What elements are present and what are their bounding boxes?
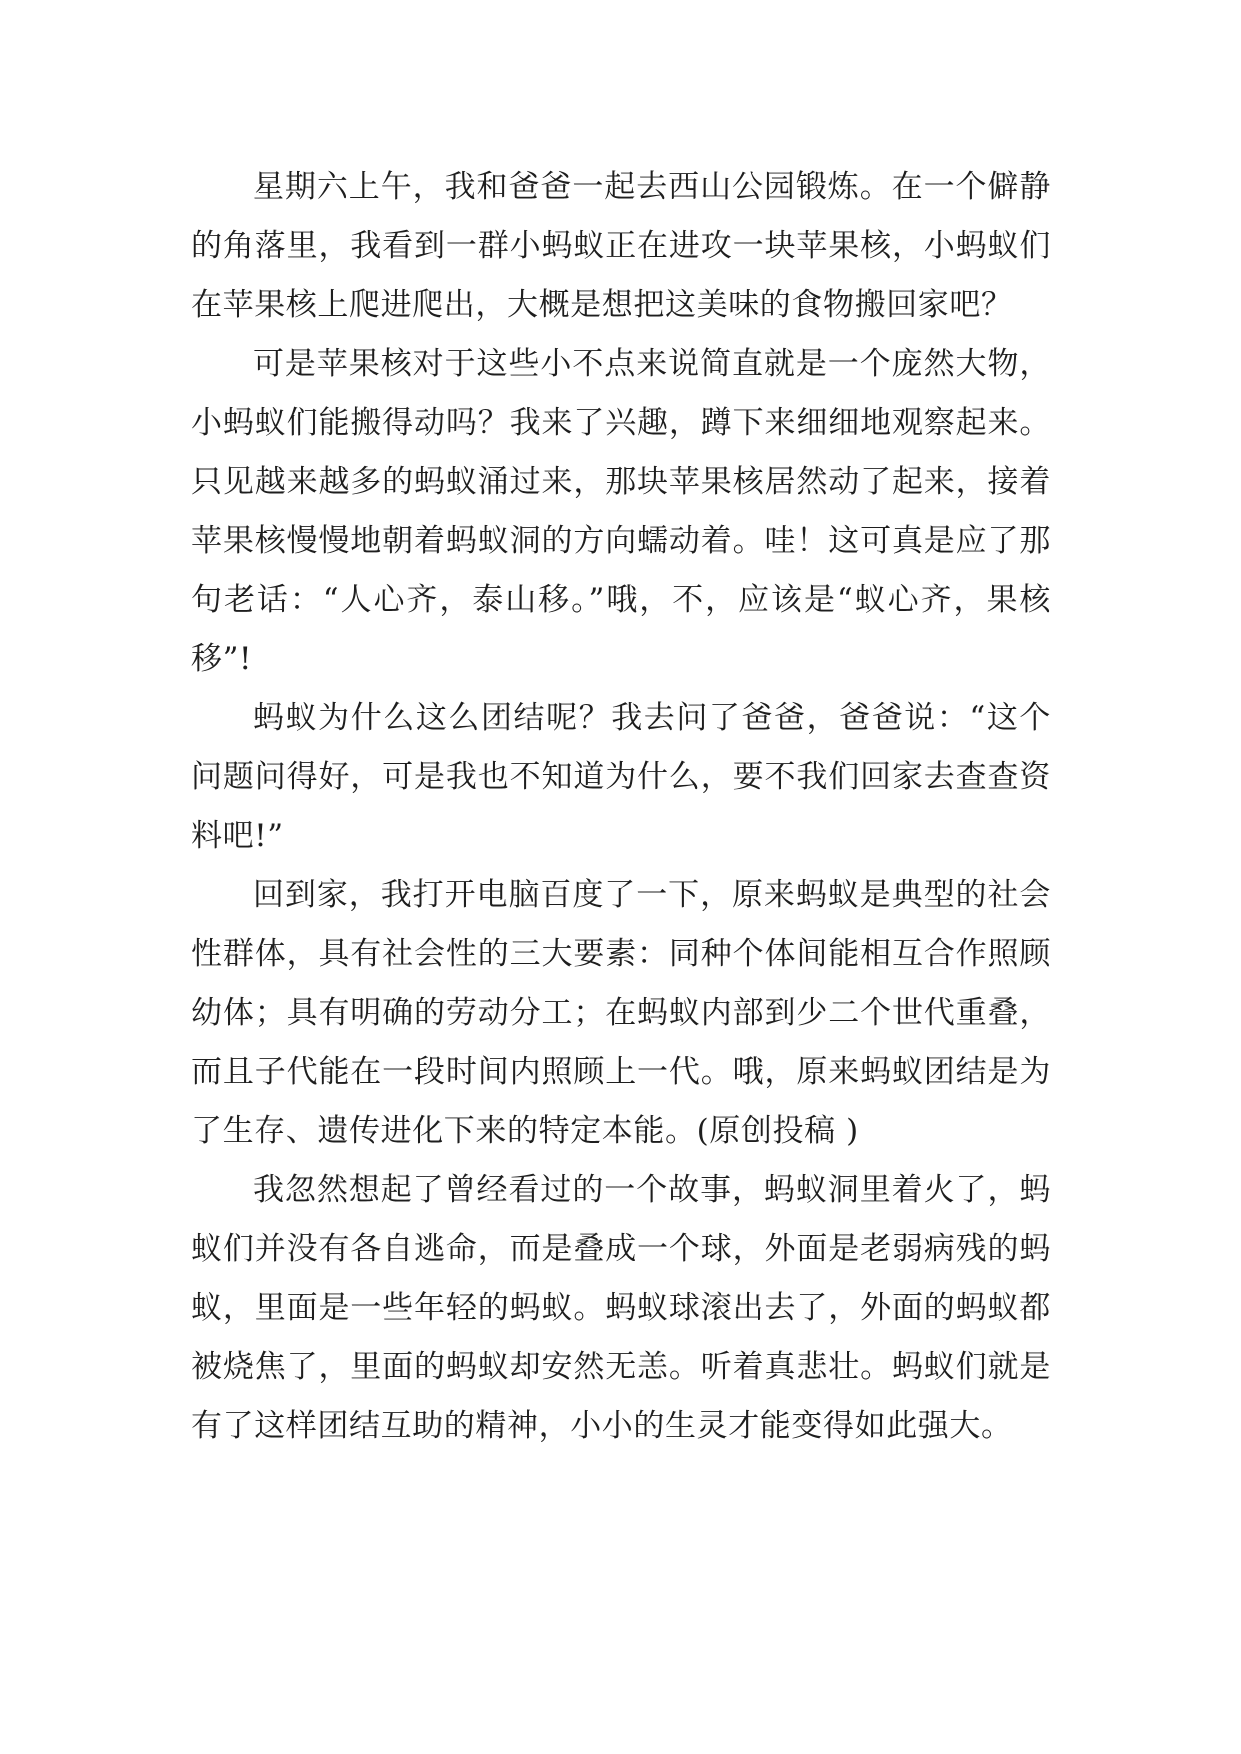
paragraph-5: 我忽然想起了曾经看过的一个故事，蚂蚁洞里着火了，蚂蚁们并没有各自逃命，而是叠成一个球，外面是老弱病残的蚂蚁，里面是一些年轻的蚂蚁。蚂蚁球滚出去了，外面的蚂蚁都被烧焦了，里面的蚂蚁却安然无恙。听着真悲壮。蚂蚁们就是有了这样团结互助的精神，小小的生灵才能变得如此强大。: [191, 1172, 1051, 1444]
paragraph-4: 回到家，我打开电脑百度了一下，原来蚂蚁是典型的社会性群体，具有社会性的三大要素：同种个体间能相互合作照顾幼体；具有明确的劳动分工；在蚂蚁内部到少二个世代重叠，而且子代能在一段时间内照顾上一代。哦，原来蚂蚁团结是为了生存、遗传进化下来的特定本能。(原创投稿 ): [191, 877, 1051, 1149]
document-body: [191, 158, 1051, 1456]
paragraph-3: 蚂蚁为什么这么团结呢？我去问了爸爸，爸爸说：“这个问题问得好，可是我也不知道为什么，要不我们回家去查查资料吧!”: [191, 700, 1051, 854]
paragraph-1: 星期六上午，我和爸爸一起去西山公园锻炼。在一个僻静的角落里，我看到一群小蚂蚁正在进攻一块苹果核，小蚂蚁们在苹果核上爬进爬出，大概是想把这美味的食物搬回家吧？: [191, 169, 1051, 323]
paragraph-2: 可是苹果核对于这些小不点来说简直就是一个庞然大物，小蚂蚁们能搬得动吗？我来了兴趣，蹲下来细细地观察起来。只见越来越多的蚂蚁涌过来，那块苹果核居然动了起来，接着苹果核慢慢地朝着蚂蚁洞的方向蠕动着。哇！这可真是应了那句老话：“人心齐，泰山移。”哦，不，应该是“蚁心齐，果核移”!: [191, 346, 1051, 677]
